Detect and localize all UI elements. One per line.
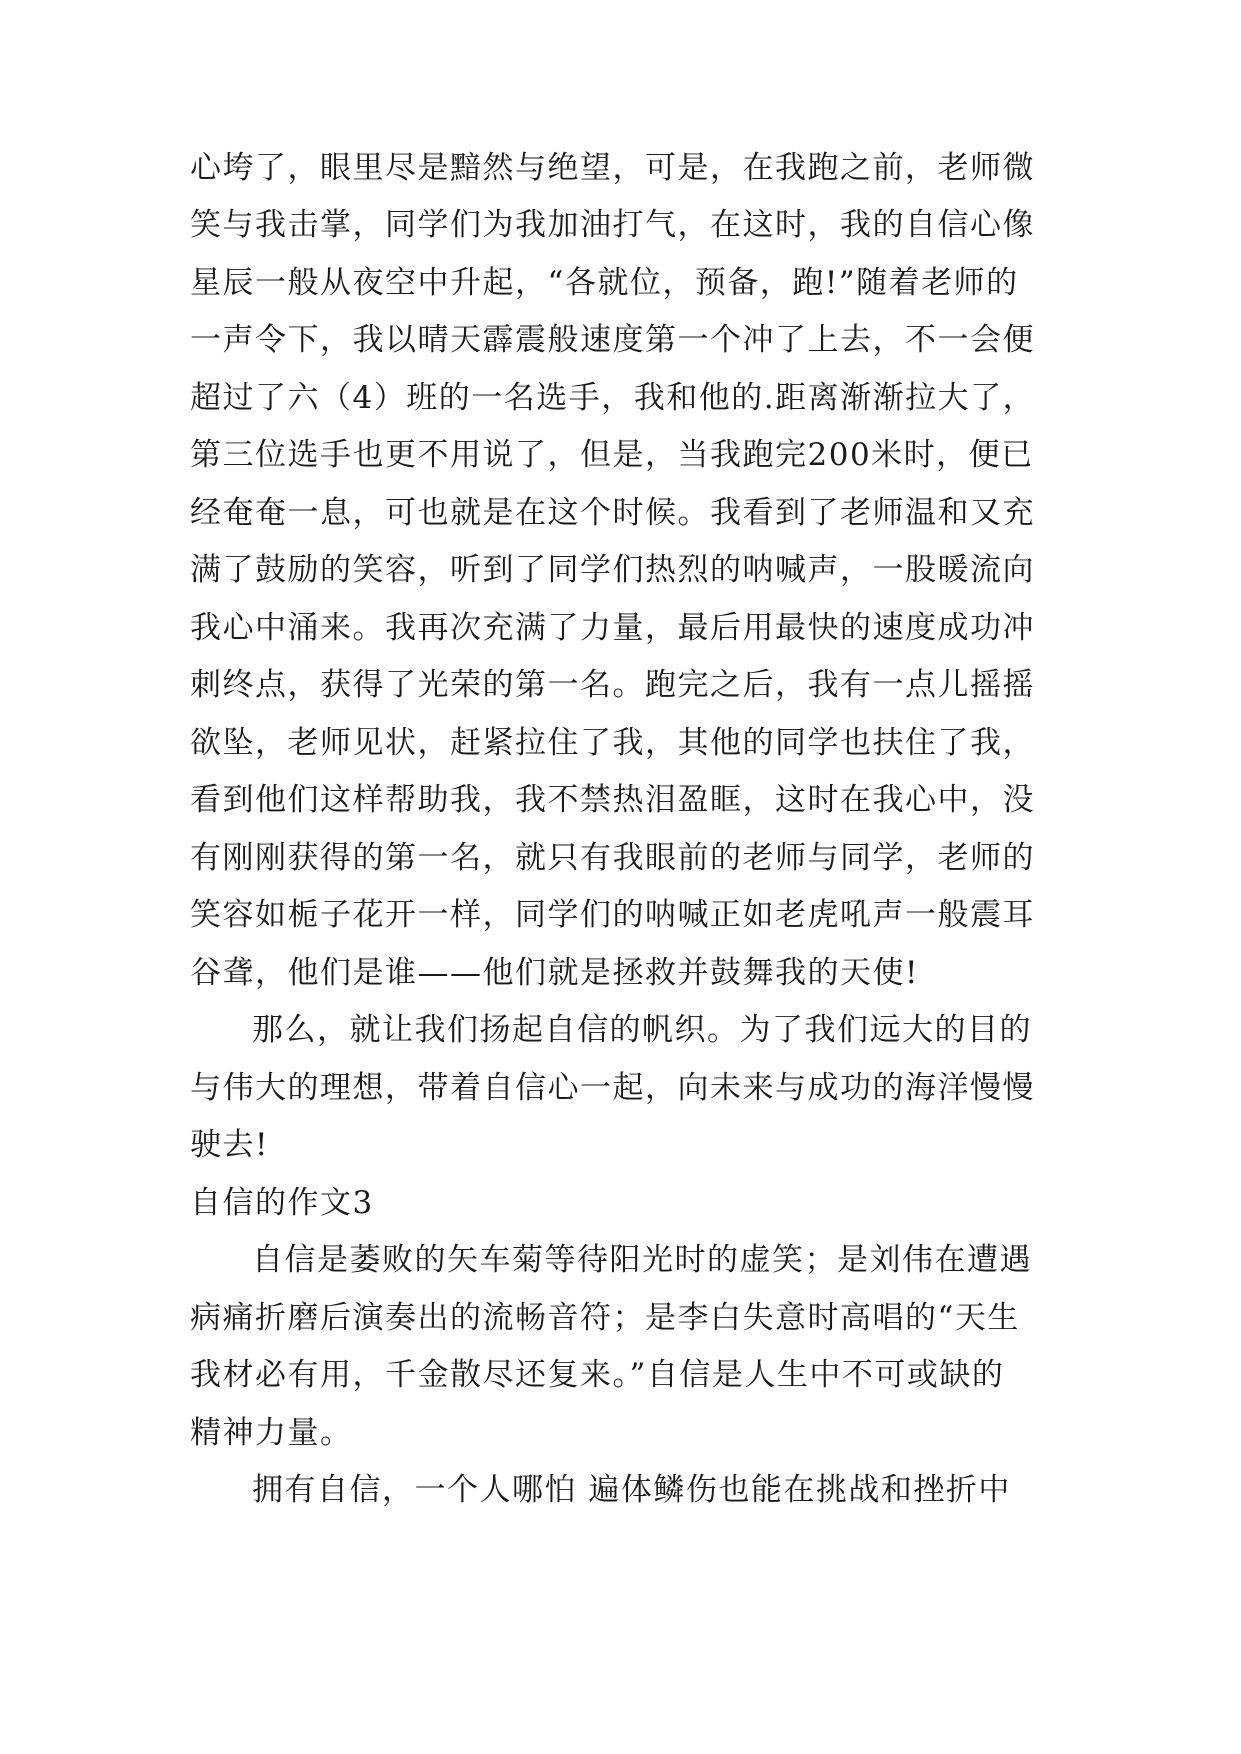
text-line: 与伟大的理想，带着自信心一起，向未来与成功的海洋慢慢	[190, 1070, 1035, 1106]
text-line: 星辰一般从夜空中升起，“各就位，预备，跑!”随着老师的	[190, 265, 1019, 301]
text-line: 心垮了，眼里尽是黯然与绝望，可是，在我跑之前，老师微	[190, 150, 1035, 186]
text-line: 驶去!	[190, 1127, 269, 1163]
text-line: 欲坠，老师见状，赶紧拉住了我，其他的同学也扶住了我，	[190, 725, 1035, 761]
text-line: 笑容如栀子花开一样，同学们的呐喊正如老虎吼声一般震耳	[190, 897, 1035, 933]
text-line: 我材必有用，千金散尽还复来。”自信是人生中不可或缺的	[190, 1357, 1005, 1393]
text-line: 第三位选手也更不用说了，但是，当我跑完200米时，便已	[190, 437, 1034, 473]
text-line: 有刚刚获得的第一名，就只有我眼前的老师与同学，老师的	[190, 840, 1035, 876]
paragraph-start-line: 那么，就让我们扬起自信的帆织。为了我们远大的目的	[252, 1012, 1032, 1048]
text-line: 一声令下，我以晴天霹震般速度第一个冲了上去，不一会便	[190, 322, 1035, 358]
text-line: 精神力量。	[190, 1415, 353, 1451]
section-heading: 自信的作文3	[190, 1185, 374, 1221]
paragraph-start-line: 自信是萎败的矢车菊等待阳光时的虚笑；是刘伟在遭遇	[252, 1242, 1032, 1278]
text-line: 看到他们这样帮助我，我不禁热泪盈眶，这时在我心中，没	[190, 782, 1035, 818]
text-line: 病痛折磨后演奏出的流畅音符；是李白失意时高唱的“天生	[190, 1300, 1020, 1336]
text-line: 超过了六（4）班的一名选手，我和他的.距离渐渐拉大了，	[190, 380, 1036, 416]
text-line: 谷聋，他们是谁——他们就是拯救并鼓舞我的天使!	[190, 955, 919, 991]
text-line: 满了鼓励的笑容，听到了同学们热烈的呐喊声，一股暖流向	[190, 552, 1035, 588]
text-line: 经奄奄一息，可也就是在这个时候。我看到了老师温和又充	[190, 495, 1035, 531]
paragraph-start-line: 拥有自信，一个人哪怕 遍体鳞伤也能在挑战和挫折中	[252, 1472, 1011, 1508]
text-line: 笑与我击掌，同学们为我加油打气，在这时，我的自信心像	[190, 207, 1035, 243]
text-line: 刺终点，获得了光荣的第一名。跑完之后，我有一点儿摇摇	[190, 667, 1035, 703]
text-line: 我心中涌来。我再次充满了力量，最后用最快的速度成功冲	[190, 610, 1035, 646]
